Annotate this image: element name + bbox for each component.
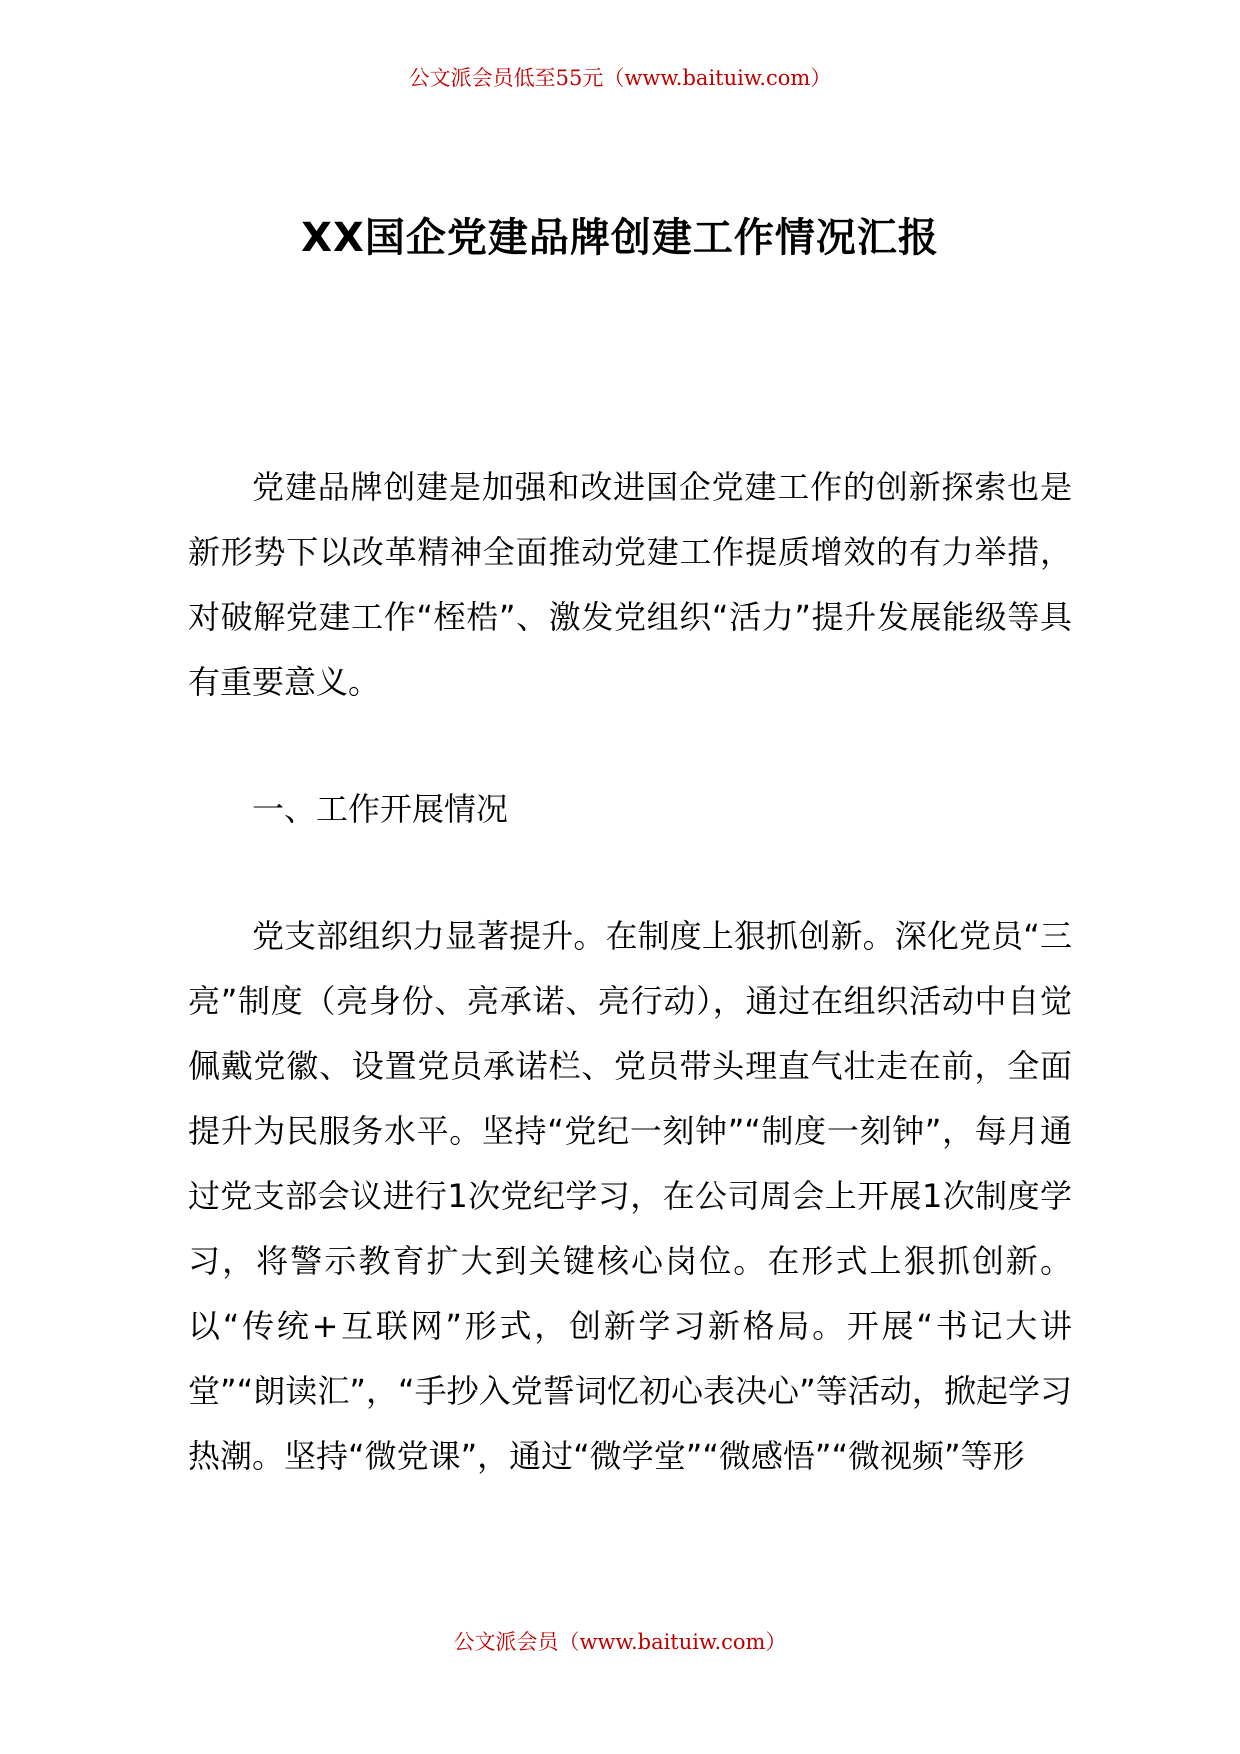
page-header: 公文派会员低至55元（www.baituiw.com） [408, 66, 832, 90]
page-footer: 公文派会员（www.baituiw.com） [453, 1630, 787, 1654]
document-title: XX国企党建品牌创建工作情况汇报 [301, 215, 939, 261]
section-heading: 一、工作开展情况 [252, 790, 509, 828]
section-paragraph: 党支部组织力显著提升。在制度上狠抓创新。深化党员“三亮”制度（亮身份、亮承诺、亮行动），通过在组织活动中自觉佩戴党徽、设置党员承诺栏、党员带头理直气壮走在前，全面提升为民服务水平。坚持“党纪一刻钟”“制度一刻钟”，每月通过党支部会议进行1次党纪学习，在公司周会上开展1次制度学习，将警示教育扩大到关键核心岗位。在形式上狠抓创新。以“传统+互联网”形式，创新学习新格局。开展“书记大讲堂”“朗读汇”，“手抄入党誓词忆初心表决心”等活动，掀起学习热潮。坚持“微党课”，通过“微学堂”“微感悟”“微视频”等形 [188, 917, 1072, 1475]
intro-paragraph: 党建品牌创建是加强和改进国企党建工作的创新探索也是新形势下以改革精神全面推动党建工作提质增效的有力举措，对破解党建工作“桎梏”、激发党组织“活力”提升发展能级等具有重要意义。 [188, 468, 1072, 701]
document-body [188, 455, 1072, 1489]
